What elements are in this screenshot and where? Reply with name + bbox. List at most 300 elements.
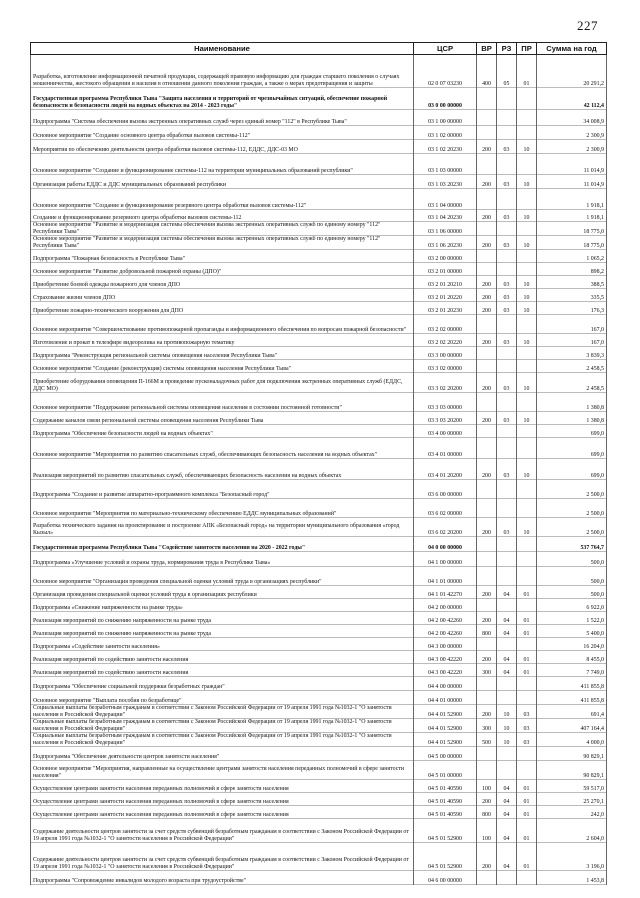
row-vr: [477, 499, 497, 518]
table-row: [31, 599, 607, 612]
row-pr: 10: [517, 412, 537, 425]
row-csr: 04 5 01 40590: [414, 806, 477, 819]
row-pr: 01: [517, 586, 537, 599]
row-sum: 898,2: [537, 263, 607, 276]
table-row: [31, 871, 607, 885]
row-csr: 03 4 00 00000: [414, 425, 477, 438]
table-row: [31, 302, 607, 315]
row-pr: 10: [517, 276, 537, 289]
row-sum: 500,0: [537, 552, 607, 567]
row-pr: 01: [517, 819, 537, 843]
row-name: Подпрограмма "Система обеспечения вызова экстренных оперативных служб через единый номер "112" в Республике Тыва": [31, 110, 414, 126]
row-csr: 03 1 03 00000: [414, 154, 477, 175]
header-sum: Сумма на год: [537, 43, 607, 55]
row-sum: 34 008,9: [537, 110, 607, 126]
row-name: Основное мероприятие "Мероприятия по развитию спасательных служб, обеспечивающих безопасность населения на водных объектах": [31, 438, 414, 459]
row-sum: 537 764,7: [537, 537, 607, 552]
row-vr: 200: [477, 334, 497, 347]
row-pr: 10: [517, 289, 537, 302]
row-sum: 7 749,0: [537, 664, 607, 677]
row-rz: [497, 677, 517, 691]
row-name: Осуществление центрами занятости населения переданных полномочий в сфере занятости населения: [31, 793, 414, 806]
row-rz: 03: [497, 289, 517, 302]
table-row: [31, 793, 607, 806]
table-row: [31, 780, 607, 793]
row-name: Основное мероприятие "Поддержание региональной системы оповещения населения в состоянии постоянной готовности": [31, 393, 414, 412]
row-sum: 500,0: [537, 567, 607, 586]
row-pr: 10: [517, 518, 537, 537]
row-name: Разработка, изготовление информационной печатной продукции, содержащей правовую информацию для граждан старшего поколения о случаях мошенничества, жестокого обращения и насилия в отношении данного поколения граждан, а также о мерах предотвращения и защиты: [31, 55, 414, 88]
table-row: [31, 276, 607, 289]
row-sum: 42 112,4: [537, 88, 607, 110]
header-pr: ПР: [517, 43, 537, 55]
table-row: [31, 518, 607, 537]
row-csr: 03 1 04 00000: [414, 189, 477, 210]
row-name: Страхование жизни членов ДПО: [31, 289, 414, 302]
row-sum: 411 855,8: [537, 691, 607, 705]
row-vr: [477, 154, 497, 175]
row-pr: [517, 154, 537, 175]
row-sum: 2 458,5: [537, 373, 607, 393]
row-pr: 01: [517, 55, 537, 88]
table-row: [31, 480, 607, 499]
row-sum: 699,0: [537, 459, 607, 480]
row-rz: [497, 315, 517, 334]
row-vr: 400: [477, 55, 497, 88]
table-row: [31, 843, 607, 871]
row-rz: 03: [497, 302, 517, 315]
row-rz: [497, 222, 517, 236]
row-pr: [517, 110, 537, 126]
table-row: [31, 126, 607, 140]
row-vr: [477, 347, 497, 360]
table-row: [31, 360, 607, 373]
row-vr: 200: [477, 210, 497, 222]
row-vr: [477, 393, 497, 412]
row-csr: 03 1 06 20230: [414, 236, 477, 250]
row-sum: 2 604,0: [537, 819, 607, 843]
row-rz: [497, 871, 517, 885]
table-row: [31, 625, 607, 638]
row-rz: 03: [497, 412, 517, 425]
table-row: [31, 438, 607, 459]
row-name: Реализация мероприятий по снижению напряженности на рынке труда: [31, 625, 414, 638]
row-pr: [517, 638, 537, 651]
row-name: Социальные выплаты безработным гражданам в соответствии с Законом Российской Федерации от 19 апреля 1991 года №1032-1 "О занятости населения в Российской Федерации": [31, 719, 414, 733]
row-vr: 200: [477, 705, 497, 719]
row-name: Подпрограмма "Реконструкция региональной системы оповещения населения Республики Тыва": [31, 347, 414, 360]
row-vr: 200: [477, 175, 497, 189]
row-name: Приобретение боевой одежды пожарного для членов ДПО: [31, 276, 414, 289]
table-row: [31, 664, 607, 677]
row-pr: [517, 126, 537, 140]
row-sum: 176,3: [537, 302, 607, 315]
row-sum: 5 400,0: [537, 625, 607, 638]
row-pr: [517, 425, 537, 438]
row-pr: 03: [517, 733, 537, 747]
row-sum: 699,0: [537, 425, 607, 438]
row-sum: 1 918,1: [537, 210, 607, 222]
row-name: Основное мероприятие "Создание и функционирование системы-112 на территории муниципальных образований республики": [31, 154, 414, 175]
row-pr: 10: [517, 459, 537, 480]
budget-table: [30, 42, 607, 885]
row-csr: 04 5 01 40590: [414, 793, 477, 806]
row-sum: 18 775,0: [537, 236, 607, 250]
row-csr: 03 1 06 00000: [414, 222, 477, 236]
row-rz: 03: [497, 175, 517, 189]
table-row: [31, 55, 607, 88]
row-sum: 4 000,0: [537, 733, 607, 747]
row-rz: [497, 393, 517, 412]
row-csr: 03 3 02 20200: [414, 373, 477, 393]
row-rz: 03: [497, 276, 517, 289]
row-sum: 388,5: [537, 276, 607, 289]
row-name: Социальные выплаты безработным гражданам в соответствии с Законом Российской Федерации от 19 апреля 1991 года №1032-1 "О занятости населения в Российской Федерации": [31, 705, 414, 719]
row-rz: [497, 126, 517, 140]
table-row: [31, 393, 607, 412]
row-sum: 8 455,0: [537, 651, 607, 664]
row-csr: 04 4 00 00000: [414, 677, 477, 691]
row-sum: 11 014,9: [537, 175, 607, 189]
row-pr: 03: [517, 719, 537, 733]
row-vr: [477, 263, 497, 276]
row-vr: 200: [477, 651, 497, 664]
row-name: Основное мероприятие "Создание (реконструкция) системы оповещения населения Республики Тыва": [31, 360, 414, 373]
row-pr: [517, 347, 537, 360]
row-sum: 20 291,2: [537, 55, 607, 88]
row-rz: 04: [497, 806, 517, 819]
row-rz: 10: [497, 719, 517, 733]
row-pr: [517, 552, 537, 567]
table-row: [31, 459, 607, 480]
row-name: Содержание деятельности центров занятости за счет средств субвенций безработным гражданам в соответствии с Законом Российской Федерации от 19 апреля 1991 года №1032-1 "О занятости населения в Российской Федерации": [31, 843, 414, 871]
row-name: Содержание каналов связи региональной системы оповещения населения Республики Тыва: [31, 412, 414, 425]
row-rz: [497, 425, 517, 438]
page-number: 227: [577, 18, 598, 33]
row-pr: 03: [517, 705, 537, 719]
row-pr: [517, 263, 537, 276]
row-sum: 2 500,0: [537, 518, 607, 537]
table-row: [31, 140, 607, 154]
table-row: [31, 263, 607, 276]
row-vr: [477, 871, 497, 885]
row-pr: [517, 537, 537, 552]
row-sum: 407 164,4: [537, 719, 607, 733]
row-csr: 04 5 01 52900: [414, 819, 477, 843]
row-pr: 01: [517, 793, 537, 806]
row-pr: [517, 438, 537, 459]
row-rz: 04: [497, 625, 517, 638]
row-pr: 10: [517, 373, 537, 393]
row-name: Подпрограмма "Создание и развитие аппаратно-программного комплекса "Безопасный город": [31, 480, 414, 499]
row-csr: 03 3 00 00000: [414, 347, 477, 360]
row-rz: [497, 599, 517, 612]
row-pr: 10: [517, 140, 537, 154]
row-sum: 167,0: [537, 315, 607, 334]
row-csr: 03 6 00 00000: [414, 480, 477, 499]
row-rz: [497, 691, 517, 705]
row-sum: 6 922,0: [537, 599, 607, 612]
row-pr: 01: [517, 843, 537, 871]
row-name: Приобретение пожарно-технического вооружения для ДПО: [31, 302, 414, 315]
row-name: Подпрограмма "Сопровождение инвалидов молодого возраста при трудоустройстве": [31, 871, 414, 885]
row-rz: [497, 263, 517, 276]
row-vr: 200: [477, 459, 497, 480]
row-pr: 10: [517, 210, 537, 222]
row-csr: 04 1 01 00000: [414, 567, 477, 586]
row-sum: 59 517,0: [537, 780, 607, 793]
row-vr: [477, 691, 497, 705]
row-pr: [517, 480, 537, 499]
row-vr: [477, 677, 497, 691]
row-pr: 01: [517, 625, 537, 638]
row-vr: [477, 126, 497, 140]
row-pr: [517, 599, 537, 612]
row-name: Основное мероприятие "Мероприятия по материально-техническому обеспечению ЕДДС муниципальных образований": [31, 499, 414, 518]
row-pr: [517, 747, 537, 761]
row-vr: [477, 761, 497, 780]
row-name: Реализация мероприятий по развитию спасательных служб, обеспечивающих безопасность населения на водных объектах: [31, 459, 414, 480]
row-rz: [497, 250, 517, 263]
row-rz: 03: [497, 518, 517, 537]
table-row: [31, 250, 607, 263]
row-vr: 800: [477, 806, 497, 819]
row-vr: 800: [477, 625, 497, 638]
row-sum: 411 855,8: [537, 677, 607, 691]
row-csr: 04 6 00 00000: [414, 871, 477, 885]
row-pr: [517, 393, 537, 412]
row-vr: [477, 638, 497, 651]
row-csr: 04 4 01 52900: [414, 719, 477, 733]
row-name: Подпрограмма «Улучшение условий и охраны труда, нормирования труда в Республике Тыва»: [31, 552, 414, 567]
row-pr: 01: [517, 664, 537, 677]
row-sum: 1 065,2: [537, 250, 607, 263]
row-csr: 04 3 00 00000: [414, 638, 477, 651]
row-rz: [497, 480, 517, 499]
row-csr: 03 2 02 20220: [414, 334, 477, 347]
row-pr: [517, 315, 537, 334]
row-csr: 03 4 01 00000: [414, 438, 477, 459]
table-row: [31, 819, 607, 843]
row-name: Разработка технического задания на проектирование и построение АПК «Безопасный город» на территории муниципального образования «город Кызыл»: [31, 518, 414, 537]
row-vr: [477, 599, 497, 612]
row-vr: [477, 360, 497, 373]
row-sum: 167,0: [537, 334, 607, 347]
row-rz: 04: [497, 793, 517, 806]
row-rz: 03: [497, 373, 517, 393]
row-name: Основное мероприятие "Совершенствование противопожарной пропаганды и информационного обеспечения по вопросам пожарной безопасности": [31, 315, 414, 334]
row-csr: 04 1 00 00000: [414, 552, 477, 567]
row-name: Основное мероприятие "Развитие и модернизация системы обеспечения вызова экстренных оперативных служб по единому номеру "112" Республики Тыва": [31, 222, 414, 236]
row-pr: [517, 222, 537, 236]
row-name: Основное мероприятие "Создание основного центра обработки вызовов системы-112": [31, 126, 414, 140]
row-name: Основное мероприятие "Организация проведения специальной оценки условий труда в организациях республики": [31, 567, 414, 586]
row-name: Приобретение оборудования оповещения П-166М и проведение пусконаладочных работ для подключения экстренных оперативных служб (ЕДДС, ДДС МО): [31, 373, 414, 393]
row-rz: [497, 347, 517, 360]
row-csr: 03 2 00 00000: [414, 250, 477, 263]
row-vr: 200: [477, 612, 497, 625]
row-csr: 04 4 01 52900: [414, 705, 477, 719]
table-row: [31, 499, 607, 518]
row-vr: 200: [477, 793, 497, 806]
row-vr: 200: [477, 586, 497, 599]
row-sum: 1 380,8: [537, 393, 607, 412]
row-csr: 03 1 04 20230: [414, 210, 477, 222]
row-vr: [477, 222, 497, 236]
row-vr: 200: [477, 843, 497, 871]
row-vr: 200: [477, 236, 497, 250]
row-vr: [477, 480, 497, 499]
row-rz: [497, 638, 517, 651]
row-csr: 03 2 01 00000: [414, 263, 477, 276]
row-vr: 200: [477, 373, 497, 393]
row-name: Мероприятия по обеспечению деятельности центра обработки вызовов системы-112, ЕДДС, ДДС-03 МО: [31, 140, 414, 154]
table-row: [31, 175, 607, 189]
row-name: Подпрограмма «Снижение напряженности на рынке труда»: [31, 599, 414, 612]
row-sum: 699,0: [537, 438, 607, 459]
row-pr: [517, 677, 537, 691]
row-rz: [497, 154, 517, 175]
table-row: [31, 88, 607, 110]
row-name: Подпрограмма «Содействие занятости населения»: [31, 638, 414, 651]
row-rz: 04: [497, 843, 517, 871]
row-rz: [497, 537, 517, 552]
row-sum: 2 300,9: [537, 140, 607, 154]
row-csr: 04 2 00 42260: [414, 625, 477, 638]
table-row: [31, 236, 607, 250]
row-csr: 02 0 07 03230: [414, 55, 477, 88]
row-vr: 300: [477, 719, 497, 733]
row-vr: 200: [477, 276, 497, 289]
row-rz: 05: [497, 55, 517, 88]
row-csr: 03 4 01 20200: [414, 459, 477, 480]
row-sum: 3 839,3: [537, 347, 607, 360]
table-row: [31, 373, 607, 393]
row-name: Организация проведения специальной оценки условий труда в организациях республики: [31, 586, 414, 599]
row-pr: [517, 189, 537, 210]
row-sum: 16 204,0: [537, 638, 607, 651]
row-vr: 200: [477, 412, 497, 425]
table-row: [31, 705, 607, 719]
row-pr: 01: [517, 780, 537, 793]
row-sum: 90 829,1: [537, 747, 607, 761]
table-row: [31, 586, 607, 599]
row-name: Подпрограмма "Обеспечение безопасности людей на водных объектах": [31, 425, 414, 438]
row-csr: 04 2 00 42260: [414, 612, 477, 625]
row-rz: 10: [497, 733, 517, 747]
row-name: Подпрограмма "Пожарная безопасность в Республике Тыва": [31, 250, 414, 263]
row-sum: 2 300,9: [537, 126, 607, 140]
table-row: [31, 691, 607, 705]
table-row: [31, 189, 607, 210]
row-pr: 01: [517, 651, 537, 664]
row-csr: 04 5 01 00000: [414, 761, 477, 780]
row-sum: 242,0: [537, 806, 607, 819]
table-row: [31, 552, 607, 567]
row-pr: [517, 691, 537, 705]
row-vr: 200: [477, 289, 497, 302]
row-csr: 04 3 00 42220: [414, 651, 477, 664]
row-vr: [477, 425, 497, 438]
row-name: Социальные выплаты безработным гражданам в соответствии с Законом Российской Федерации от 19 апреля 1991 года №1032-1 "О занятости населения в Российской Федерации": [31, 733, 414, 747]
table-row: [31, 210, 607, 222]
row-csr: 04 3 00 42220: [414, 664, 477, 677]
row-name: Подпрограмма "Обеспечение деятельности центров занятости населения": [31, 747, 414, 761]
table-row: [31, 425, 607, 438]
row-sum: 2 458,5: [537, 360, 607, 373]
table-row: [31, 806, 607, 819]
row-rz: 03: [497, 236, 517, 250]
row-vr: 200: [477, 518, 497, 537]
row-vr: 100: [477, 780, 497, 793]
row-vr: 100: [477, 819, 497, 843]
row-csr: 03 3 03 20200: [414, 412, 477, 425]
row-sum: 500,0: [537, 586, 607, 599]
row-sum: 1 453,8: [537, 871, 607, 885]
row-rz: 04: [497, 780, 517, 793]
row-name: Основное мероприятие "Развитие и модернизация системы обеспечения вызова экстренных оперативных служб по единому номеру "112" Республики Тыва": [31, 236, 414, 250]
header-vr: ВР: [477, 43, 497, 55]
row-csr: 03 2 01 20220: [414, 289, 477, 302]
row-csr: 04 1 01 42270: [414, 586, 477, 599]
row-name: Основное мероприятие "Создание и функционирование резервного центра обработки вызовов системы-112": [31, 189, 414, 210]
row-sum: 1 522,0: [537, 612, 607, 625]
header-csr: ЦСР: [414, 43, 477, 55]
row-name: Изготовление и прокат в телеэфире видеоролика на противопожарную тематику: [31, 334, 414, 347]
row-sum: 11 014,9: [537, 154, 607, 175]
row-vr: [477, 250, 497, 263]
row-pr: [517, 567, 537, 586]
row-vr: [477, 110, 497, 126]
row-pr: 10: [517, 302, 537, 315]
row-sum: 1 918,1: [537, 189, 607, 210]
table-header-row: [31, 43, 607, 55]
row-vr: [477, 88, 497, 110]
table-row: [31, 289, 607, 302]
row-name: Реализация мероприятий по содействию занятости населения: [31, 664, 414, 677]
row-rz: 03: [497, 140, 517, 154]
row-rz: [497, 761, 517, 780]
table-row: [31, 651, 607, 664]
row-pr: 10: [517, 236, 537, 250]
row-csr: 03 2 01 20210: [414, 276, 477, 289]
row-rz: 04: [497, 586, 517, 599]
table-row: [31, 567, 607, 586]
row-rz: [497, 567, 517, 586]
header-rz: РЗ: [497, 43, 517, 55]
row-name: Подпрограмма "Обеспечение социальной поддержки безработных граждан": [31, 677, 414, 691]
row-rz: 03: [497, 210, 517, 222]
row-csr: 03 6 02 00000: [414, 499, 477, 518]
row-csr: 03 1 02 20230: [414, 140, 477, 154]
row-rz: [497, 552, 517, 567]
table-row: [31, 537, 607, 552]
table-row: [31, 747, 607, 761]
row-rz: [497, 438, 517, 459]
row-rz: [497, 88, 517, 110]
row-pr: [517, 88, 537, 110]
row-name: Государственная программа Республики Тыва "Защита населения и территорий от чрезвычайных ситуаций, обеспечение пожарной безопасности и безопасности людей на водных объектах на 2014 - 2023 годы": [31, 88, 414, 110]
table-row: [31, 347, 607, 360]
table-row: [31, 315, 607, 334]
table-row: [31, 677, 607, 691]
table-body: [31, 55, 607, 885]
row-rz: [497, 360, 517, 373]
row-pr: 10: [517, 175, 537, 189]
header-name: Наименование: [31, 43, 414, 55]
row-vr: 200: [477, 302, 497, 315]
row-name: Основное мероприятие "Мероприятия, направленные на осуществление центрами занятости населения переданных полномочий в сфере занятости населения": [31, 761, 414, 780]
